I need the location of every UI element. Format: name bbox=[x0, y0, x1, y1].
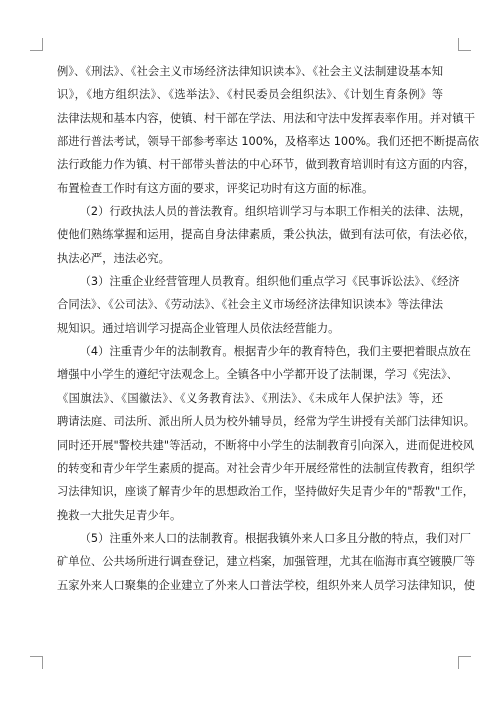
crop-mark-top-right bbox=[458, 38, 471, 51]
text-line: （2）行政执法人员的普法教育。组织培训学习与本职工作相关的法律、法规， bbox=[79, 205, 471, 219]
text-line: 布置检查工作时有这方面的要求，评奖记功时有这方面的标准。 bbox=[57, 181, 374, 195]
text-line: 矿单位、公共场所进行调查登记，建立档案，加强管理，尤其在临海市真空镀膜厂等 bbox=[57, 555, 475, 569]
text-line: 合同法》、《公司法》、《劳动法》、《社会主义市场经济法律知识读本》等法律法 bbox=[57, 298, 443, 312]
text-line: 使他们熟练掌握和运用，提高自身法律素质，秉公执法，做到有法可依，有法必依， bbox=[57, 228, 475, 242]
text-line: 部进行普法考试，领导干部参考率达 100%，及格率达 100%。我们还把不断提高依 bbox=[57, 135, 479, 149]
text-line: 识》，《地方组织法》、《选举法》、《村民委员会组织法》、《计划生育条例》等 bbox=[57, 88, 443, 102]
document-body bbox=[57, 60, 479, 597]
text-line: 同时还开展"警校共建"等活动，不断将中小学生的法制教育引向深入，进而促进校风 bbox=[57, 438, 475, 452]
text-line: 《国旗法》、《国徽法》、《义务教育法》、《刑法》、《未成年人保护法》等，还 bbox=[57, 391, 443, 405]
crop-mark-bottom-right bbox=[458, 656, 471, 669]
text-line: 挽救一大批失足青少年。 bbox=[57, 508, 182, 522]
text-line: 例》、《刑法》、《社会主义市场经济法律知识读本》、《社会主义法制建设基本知 bbox=[57, 65, 443, 78]
text-line: 聘请法庭、司法所、派出所人员为校外辅导员，经常为学生讲授有关部门法律知识。 bbox=[57, 415, 475, 429]
text-line: 执法必严，违法必究。 bbox=[57, 251, 170, 265]
text-line: 法行政能力作为镇、村干部带头普法的中心环节，做到教育培训时有这方面的内容， bbox=[57, 158, 475, 172]
text-line: 习法律知识，座谈了解青少年的思想政治工作，坚持做好失足青少年的"帮教"工作， bbox=[57, 485, 475, 499]
text-line: 五家外来人口聚集的企业建立了外来人口普法学校，组织外来人员学习法律知识，使 bbox=[57, 578, 475, 592]
text-line: 增强中小学生的遵纪守法观念上。全镇各中小学都开设了法制课，学习《宪法》、 bbox=[57, 368, 459, 382]
crop-mark-top-left bbox=[30, 38, 43, 51]
text-line: 法律法规和基本内容，使镇、村干部在学法、用法和守法中发挥表率作用。并对镇干 bbox=[57, 111, 475, 125]
crop-mark-bottom-left bbox=[30, 656, 43, 669]
text-line: 规知识。通过培训学习提高企业管理人员依法经营能力。 bbox=[57, 321, 340, 335]
text-line: 的转变和青少年学生素质的提高。对社会青少年开展经常性的法制宣传教育，组织学 bbox=[57, 461, 475, 475]
text-line: （5）注重外来人口的法制教育。根据我镇外来人口多且分散的特点，我们对厂 bbox=[79, 531, 471, 545]
text-line: （4）注重青少年的法制教育。根据青少年的教育特色，我们主要把着眼点放在 bbox=[79, 345, 471, 359]
text-line: （3）注重企业经营管理人员教育。组织他们重点学习《民事诉讼法》、《经济 bbox=[79, 275, 460, 289]
